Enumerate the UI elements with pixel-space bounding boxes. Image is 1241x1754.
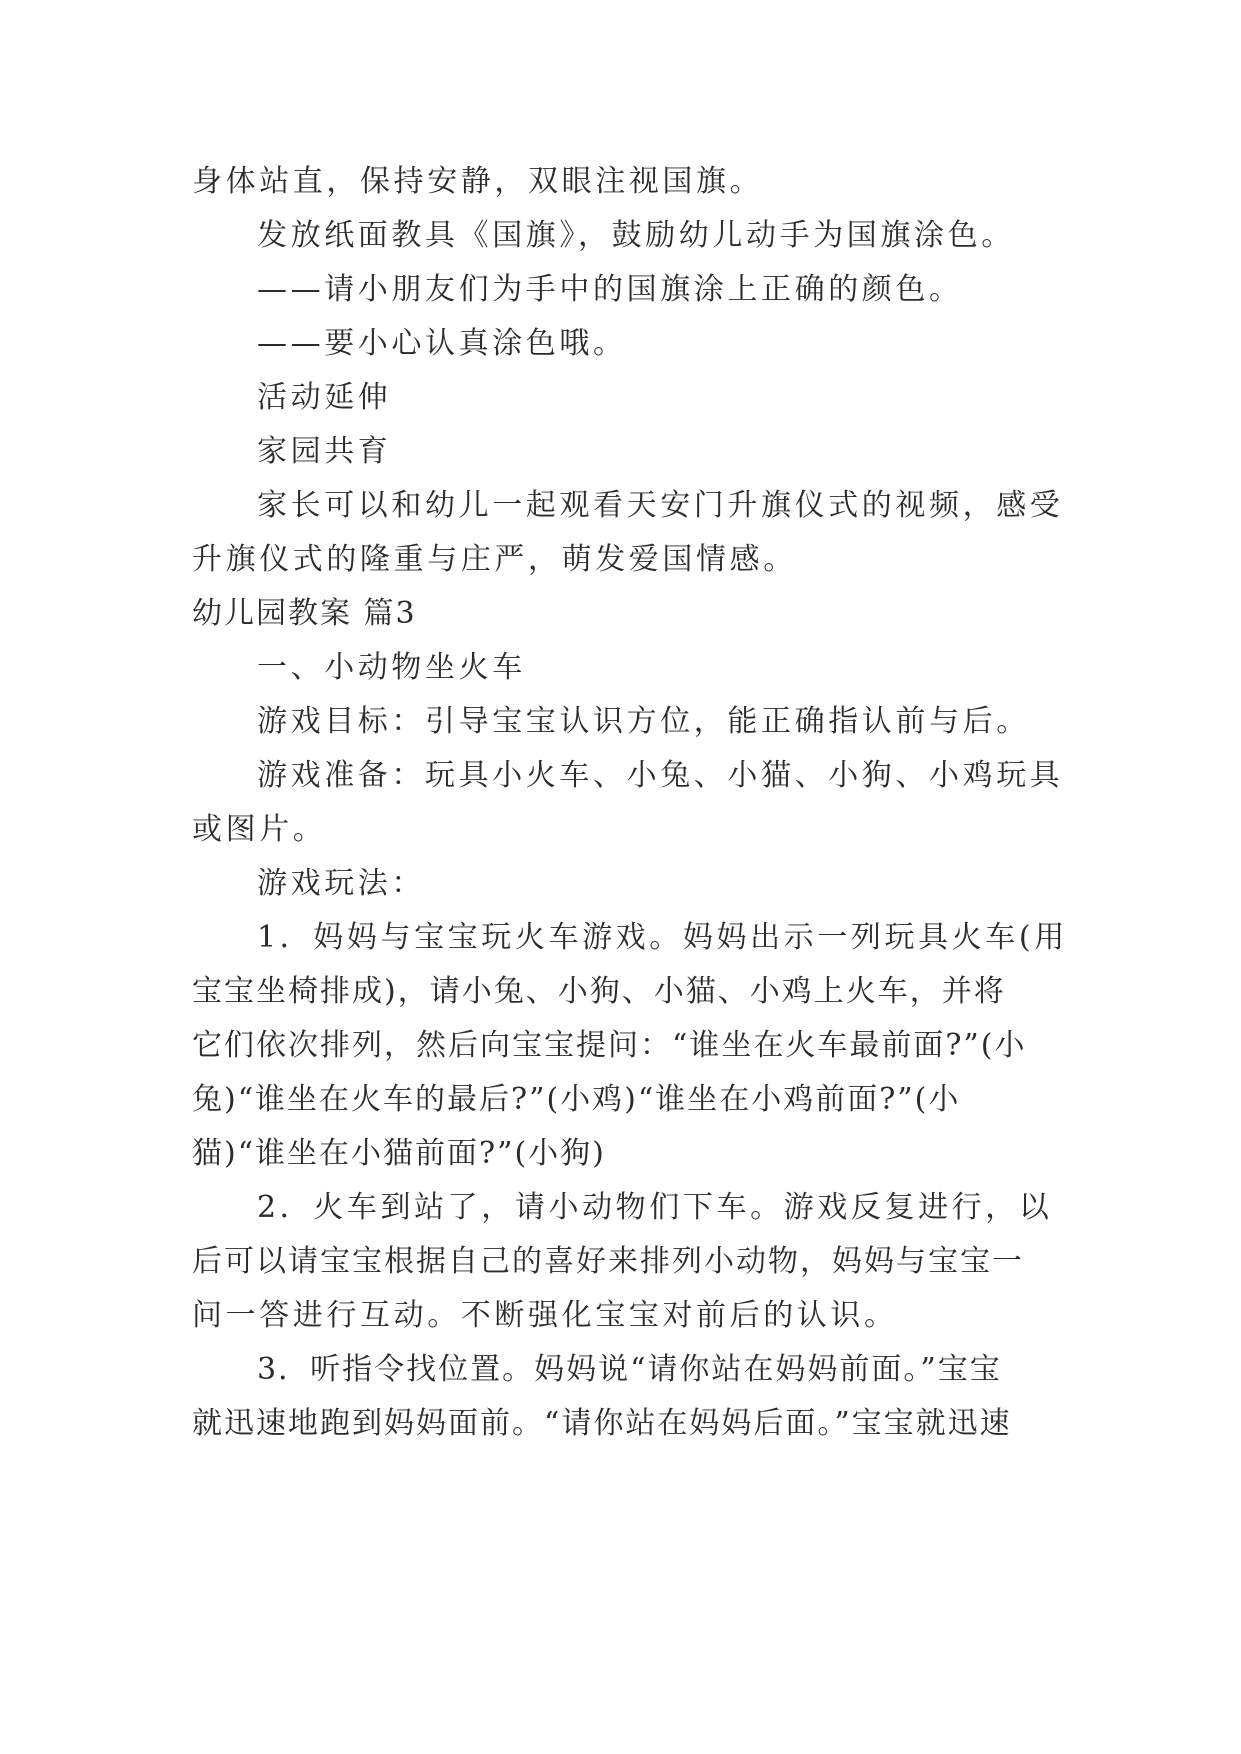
- text-line: 问一答进行互动。不断强化宝宝对前后的认识。: [192, 1298, 898, 1333]
- text-line: 兔)“谁坐在火车的最后?”(小鸡)“谁坐在小鸡前面?”(小: [192, 1082, 961, 1117]
- text-line: 游戏准备：玩具小火车、小兔、小猫、小狗、小鸡玩具: [257, 758, 1064, 793]
- text-line: 1．妈妈与宝宝玩火车游戏。妈妈出示一列玩具火车(用: [257, 920, 1068, 955]
- text-line: 3．听指令找位置。妈妈说“请你站在妈妈前面。”宝宝: [257, 1352, 1002, 1387]
- text-line: 升旗仪式的隆重与庄严，萌发爱国情感。: [192, 542, 797, 577]
- text-line: 它们依次排列，然后向宝宝提问：“谁坐在火车最前面?”(小: [192, 1028, 1027, 1063]
- text-line: 身体站直，保持安静，双眼注视国旗。: [192, 164, 764, 199]
- text-line: 游戏目标：引导宝宝认识方位，能正确指认前与后。: [257, 704, 1030, 739]
- text-line: ——要小心认真涂色哦。: [257, 326, 627, 361]
- text-line: ——请小朋友们为手中的国旗涂上正确的颜色。: [257, 272, 963, 307]
- section-heading: 活动延伸: [257, 380, 392, 415]
- section-heading: 一、小动物坐火车: [257, 650, 526, 685]
- section-heading: 家园共育: [257, 434, 392, 469]
- text-line: 后可以请宝宝根据自己的喜好来排列小动物，妈妈与宝宝一: [192, 1244, 1024, 1279]
- text-line: 宝宝坐椅排成)，请小兔、小狗、小猫、小鸡上火车，并将: [192, 974, 1006, 1009]
- text-line: 2．火车到站了，请小动物们下车。游戏反复进行，以: [257, 1190, 1053, 1225]
- text-line: 猫)“谁坐在小猫前面?”(小狗): [192, 1136, 606, 1171]
- text-line: 家长可以和幼儿一起观看天安门升旗仪式的视频，感受: [257, 488, 1064, 523]
- section-title: 幼儿园教案 篇3: [192, 596, 417, 631]
- text-line: 或图片。: [192, 812, 327, 847]
- text-line: 游戏玩法：: [257, 866, 425, 901]
- text-line: 发放纸面教具《国旗》，鼓励幼儿动手为国旗涂色。: [257, 218, 1015, 253]
- text-line: 就迅速地跑到妈妈面前。“请你站在妈妈后面。”宝宝就迅速: [192, 1406, 1012, 1441]
